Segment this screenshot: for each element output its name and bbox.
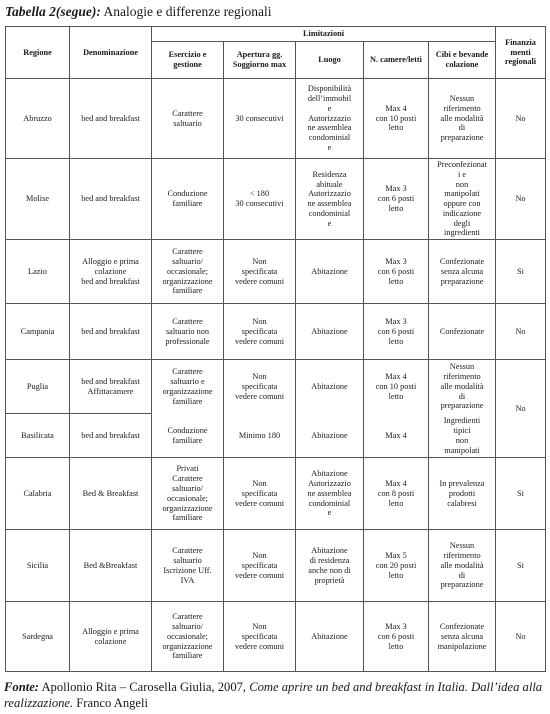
cell-cibi: Confezionate senza alcuna preparazione [429, 240, 496, 304]
cell-luogo: Abitazione di residenza anche non di proprietà [296, 530, 364, 602]
cell-esercizio: Carattere saltuario [152, 79, 224, 159]
cell-camere: Max 4 con 10 posti letto [364, 360, 429, 414]
cell-regione: Puglia [6, 360, 70, 414]
cell-camere: Max 4 con 8 posti letto [364, 458, 429, 530]
cell-camere: Max 4 [364, 414, 429, 458]
cell-luogo: Abitazione [296, 602, 364, 672]
cell-denominazione: Alloggio e prima colazione [70, 602, 152, 672]
source-authors: Apollonio Rita – Carosella Giulia, 2007, [38, 680, 250, 694]
cell-luogo: Abitazione Autorizzazio ne assemblea condominial e [296, 458, 364, 530]
table-title-label: Tabella 2(segue): [5, 4, 101, 19]
cell-regione: Lazio [6, 240, 70, 304]
source-book-title: Come aprire un bed and breakfast in Italia. Dall’idea alla realizzazione. [4, 680, 543, 710]
header-luogo: Luogo [296, 42, 364, 79]
cell-denominazione: Bed & Breakfast [70, 458, 152, 530]
table-title-text: Analogie e differenze regionali [103, 4, 272, 19]
source-label: Fonte: [4, 680, 39, 694]
cell-esercizio: Carattere saltuario e organizzazione familiare [152, 360, 224, 414]
header-esercizio: Esercizio e gestione [152, 42, 224, 79]
cell-denominazione: bed and breakfast [70, 304, 152, 360]
header-regione: Regione [6, 27, 70, 79]
cell-esercizio: Carattere saltuario non professionale [152, 304, 224, 360]
cell-cibi: Preconfezionat i e non manipolati oppure con indicazione degli ingredienti [429, 159, 496, 240]
cell-esercizio: Conduzione familiare [152, 414, 224, 458]
cell-camere: Max 3 con 6 posti letto [364, 304, 429, 360]
cell-luogo: Abitazione [296, 414, 364, 458]
cell-regione: Calabria [6, 458, 70, 530]
cell-camere: Max 3 con 6 posti letto [364, 159, 429, 240]
source-publisher: Franco Angeli [73, 696, 149, 710]
cell-finanziamenti: No [496, 304, 546, 360]
cell-luogo: Disponibilità dell’immobil e Autorizzazio ne assemblea condominial e [296, 79, 364, 159]
cell-cibi: Confezionate [429, 304, 496, 360]
cell-finanziamenti: No [496, 360, 546, 458]
cell-apertura: 30 consecutivi [224, 79, 296, 159]
cell-camere: Max 4 con 10 posti letto [364, 79, 429, 159]
cell-cibi: Nessun riferimento alle modalità di preparazione [429, 530, 496, 602]
cell-esercizio: Carattere saltuario Iscrizione Uff. IVA [152, 530, 224, 602]
cell-regione: Sardegna [6, 602, 70, 672]
header-camere: N. camere/letti [364, 42, 429, 79]
cell-luogo: Abitazione [296, 304, 364, 360]
cell-apertura: Non specificata vedere comuni [224, 304, 296, 360]
cell-regione: Sicilia [6, 530, 70, 602]
header-limitazioni: Limitazioni [152, 27, 496, 42]
cell-cibi: In prevalenza prodotti calabresi [429, 458, 496, 530]
cell-camere: Max 3 con 6 posti letto [364, 602, 429, 672]
table-row [6, 159, 546, 240]
cell-finanziamenti: Si [496, 240, 546, 304]
cell-denominazione: bed and breakfast Affittacamere [70, 360, 152, 414]
cell-luogo: Residenza abituale Autorizzazio ne assemblea condominial e [296, 159, 364, 240]
header-apertura: Apertura gg. Soggiorno max [224, 42, 296, 79]
header-cibi: Cibi e bevande colazione [429, 42, 496, 79]
cell-denominazione: bed and breakfast [70, 159, 152, 240]
cell-cibi: Ingredienti tipici non manipolati [429, 414, 496, 458]
source-note [4, 679, 549, 711]
cell-apertura: Non specificata vedere comuni [224, 530, 296, 602]
cell-apertura: < 180 30 consecutivi [224, 159, 296, 240]
cell-regione: Campania [6, 304, 70, 360]
regional-comparison-table [5, 26, 546, 672]
cell-cibi: Nessun riferimento alle modalità di preparazione [429, 79, 496, 159]
cell-esercizio: Privati Carattere saltuario/ occasionale; organizzazione familiare [152, 458, 224, 530]
cell-denominazione: bed and breakfast [70, 414, 152, 458]
table-row [6, 304, 546, 360]
table-row [6, 360, 546, 414]
table-row [6, 79, 546, 159]
cell-esercizio: Carattere saltuario/ occasionale; organizzazione familiare [152, 602, 224, 672]
cell-camere: Max 3 con 6 posti letto [364, 240, 429, 304]
cell-denominazione: bed and breakfast [70, 79, 152, 159]
cell-apertura: Non specificata vedere comuni [224, 360, 296, 414]
cell-esercizio: Carattere saltuario/ occasionale; organizzazione familiare [152, 240, 224, 304]
cell-luogo: Abitazione [296, 360, 364, 414]
cell-apertura: Non specificata vedere comuni [224, 240, 296, 304]
cell-cibi: Confezionate senza alcuna manipolazione [429, 602, 496, 672]
cell-esercizio: Conduzione familiare [152, 159, 224, 240]
cell-luogo: Abitazione [296, 240, 364, 304]
cell-camere: Max 5 con 20 posti letto [364, 530, 429, 602]
cell-finanziamenti: No [496, 159, 546, 240]
cell-denominazione: Alloggio e prima colazione bed and breakfast [70, 240, 152, 304]
table-row [6, 414, 546, 458]
table-row [6, 240, 546, 304]
cell-finanziamenti: Si [496, 530, 546, 602]
table-title [5, 4, 272, 20]
cell-cibi: Nessun riferimento alle modalità di preparazione [429, 360, 496, 414]
cell-apertura: Minimo 180 [224, 414, 296, 458]
table-row [6, 602, 546, 672]
cell-regione: Basilicata [6, 414, 70, 458]
cell-apertura: Non specificata vedere comuni [224, 458, 296, 530]
cell-regione: Abruzzo [6, 79, 70, 159]
header-finanziamenti: Finanzia menti regionali [496, 27, 546, 79]
header-denominazione: Denominazione [70, 27, 152, 79]
cell-regione: Molise [6, 159, 70, 240]
table-row [6, 530, 546, 602]
cell-finanziamenti: No [496, 602, 546, 672]
cell-finanziamenti: No [496, 79, 546, 159]
cell-denominazione: Bed &Breakfast [70, 530, 152, 602]
cell-finanziamenti: Si [496, 458, 546, 530]
cell-apertura: Non specificata vedere comuni [224, 602, 296, 672]
table-row [6, 458, 546, 530]
